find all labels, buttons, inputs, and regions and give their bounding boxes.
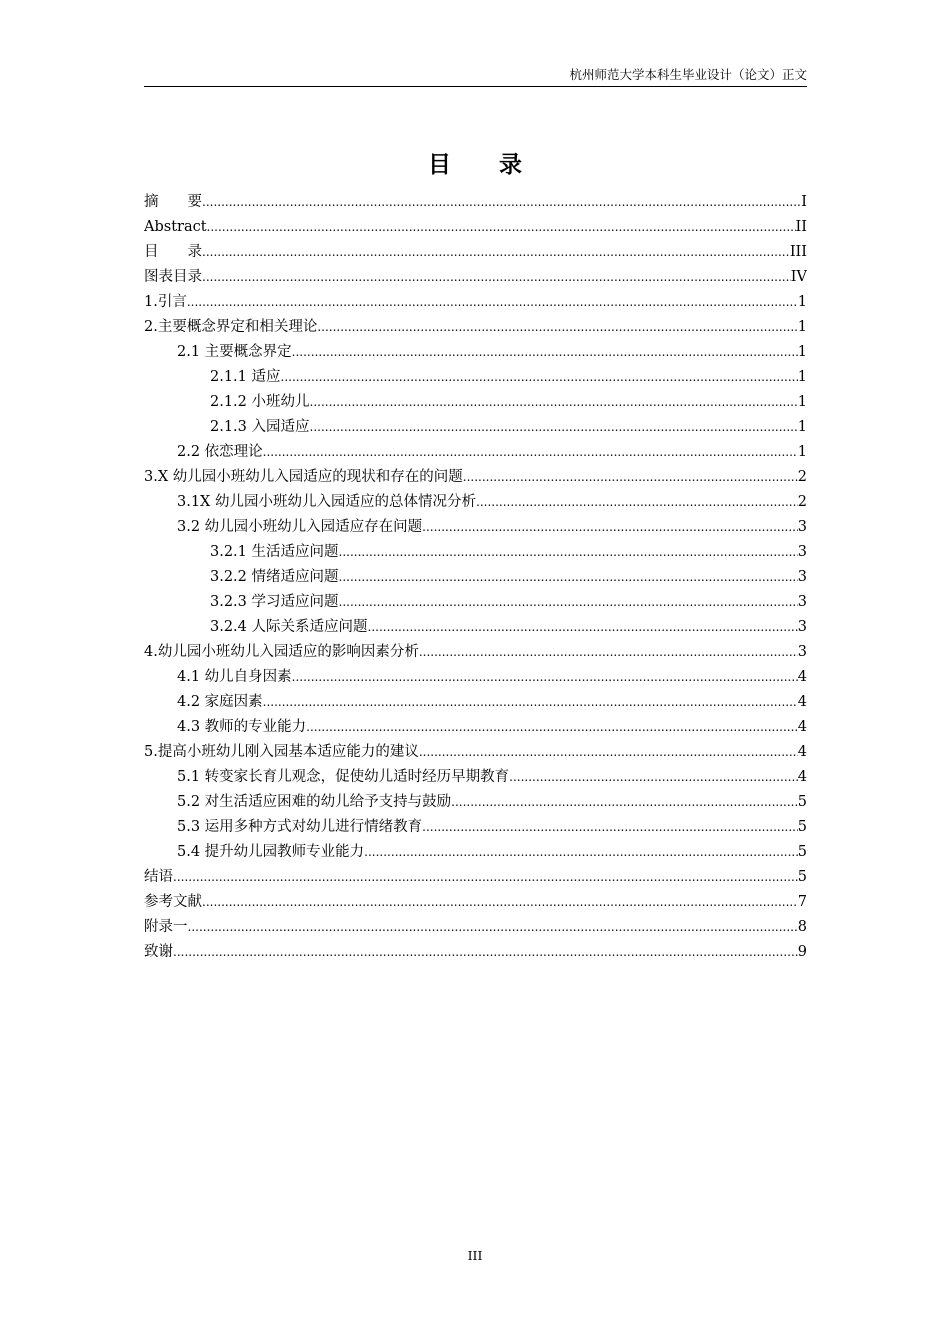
toc-entry[interactable] xyxy=(144,240,807,265)
toc-entry-label: 5.4 提升幼儿园教师专业能力 xyxy=(177,844,365,860)
toc-entry-label: 4.1 幼儿自身因素 xyxy=(177,669,292,685)
toc-entry-label: 结语 xyxy=(144,869,173,885)
toc-leader-dots xyxy=(463,465,798,490)
toc-entry[interactable] xyxy=(144,340,807,365)
toc-leader-dots xyxy=(202,890,798,915)
toc-entry-page: 4 xyxy=(797,744,807,760)
toc-entry[interactable] xyxy=(144,865,807,890)
toc-leader-dots xyxy=(419,640,798,665)
toc-entry[interactable] xyxy=(144,590,807,615)
toc-entry[interactable] xyxy=(144,565,807,590)
toc-entry-page: 3 xyxy=(797,544,807,560)
toc-leader-dots xyxy=(187,290,798,315)
toc-entry-page: 9 xyxy=(797,944,807,960)
toc-entry-page: 1 xyxy=(797,394,807,410)
toc-entry[interactable] xyxy=(144,740,807,765)
toc-entry[interactable] xyxy=(144,515,807,540)
toc-entry-label: 2.2 依恋理论 xyxy=(177,444,263,460)
toc-entry-label: 3.2.1 生活适应问题 xyxy=(210,544,339,560)
toc-entry-label: 3.2.3 学习适应问题 xyxy=(210,594,339,610)
title-char-2: 录 xyxy=(499,151,522,178)
toc-entry-label: 3.X 幼儿园小班幼儿入园适应的现状和存在的问题 xyxy=(144,469,463,485)
toc-leader-dots xyxy=(317,315,797,340)
toc-leader-dots xyxy=(364,840,798,865)
toc-entry-label: 致谢 xyxy=(144,944,173,960)
toc-entry[interactable] xyxy=(144,390,807,415)
toc-entry[interactable] xyxy=(144,440,807,465)
toc-leader-dots xyxy=(202,265,791,290)
toc-entry[interactable] xyxy=(144,715,807,740)
toc-entry-label: 图表目录 xyxy=(144,269,202,285)
toc-entry-label: Abstract xyxy=(144,219,207,235)
toc-entry-page: 4 xyxy=(797,719,807,735)
toc-leader-dots xyxy=(281,365,798,390)
toc-entry-label: 摘 要 xyxy=(144,194,202,210)
toc-entry-page: I xyxy=(801,194,807,210)
toc-leader-dots xyxy=(339,540,798,565)
toc-entry-label: 3.1X 幼儿园小班幼儿入园适应的总体情况分析 xyxy=(177,494,476,510)
title-char-1: 目 xyxy=(428,151,451,178)
toc-entry-page: 5 xyxy=(797,869,807,885)
toc-leader-dots xyxy=(207,215,796,240)
toc-entry-page: 2 xyxy=(797,494,807,510)
toc-entry[interactable] xyxy=(144,190,807,215)
toc-leader-dots xyxy=(202,190,801,215)
toc-leader-dots xyxy=(306,715,798,740)
toc-entry[interactable] xyxy=(144,765,807,790)
toc-entry-label: 2.1.2 小班幼儿 xyxy=(210,394,310,410)
toc-leader-dots xyxy=(509,765,798,790)
toc-leader-dots xyxy=(339,590,798,615)
toc-entry-page: 4 xyxy=(797,694,807,710)
toc-entry-page: 7 xyxy=(797,894,807,910)
page-header xyxy=(144,68,807,87)
toc-leader-dots xyxy=(263,440,798,465)
toc-entry[interactable] xyxy=(144,290,807,315)
toc-leader-dots xyxy=(202,240,790,265)
header-text: 杭州师范大学本科生毕业设计（论文）正文 xyxy=(569,67,807,82)
toc-entry-label: 2.1 主要概念界定 xyxy=(177,344,292,360)
toc-entry-label: 2.1.3 入园适应 xyxy=(210,419,310,435)
toc-entry[interactable] xyxy=(144,215,807,240)
toc-entry-label: 3.2.2 情绪适应问题 xyxy=(210,569,339,585)
toc-leader-dots xyxy=(422,815,798,840)
toc-entry[interactable] xyxy=(144,665,807,690)
toc-leader-dots xyxy=(263,690,798,715)
toc-entry-label: 5.3 运用多种方式对幼儿进行情绪教育 xyxy=(177,819,423,835)
toc-entry[interactable] xyxy=(144,265,807,290)
toc-entry-page: 3 xyxy=(797,519,807,535)
toc-entry-label: 3.2 幼儿园小班幼儿入园适应存在问题 xyxy=(177,519,423,535)
toc-entry-page: 8 xyxy=(797,919,807,935)
toc-entry-page: 3 xyxy=(797,594,807,610)
toc-entry-label: 4.幼儿园小班幼儿入园适应的影响因素分析 xyxy=(144,644,419,660)
toc-entry-page: 3 xyxy=(797,569,807,585)
toc-entry[interactable] xyxy=(144,840,807,865)
toc-entry-page: IV xyxy=(790,269,807,285)
toc-entry-page: 4 xyxy=(797,769,807,785)
page-number: III xyxy=(467,1248,483,1263)
toc-entry[interactable] xyxy=(144,490,807,515)
toc-leader-dots xyxy=(292,665,798,690)
toc-entry-page: 2 xyxy=(797,469,807,485)
toc-entry-page: 1 xyxy=(797,444,807,460)
toc-entry[interactable] xyxy=(144,915,807,940)
toc-leader-dots xyxy=(422,515,798,540)
toc-leader-dots xyxy=(419,740,798,765)
toc-entry[interactable] xyxy=(144,940,807,965)
toc-entry-label: 5.1 转变家长育儿观念，促使幼儿适时经历早期教育 xyxy=(177,769,510,785)
toc-entry-label: 5.2 对生活适应困难的幼儿给予支持与鼓励 xyxy=(177,794,452,810)
toc-entry[interactable] xyxy=(144,415,807,440)
toc-entry-label: 4.3 教师的专业能力 xyxy=(177,719,307,735)
toc-leader-dots xyxy=(173,865,798,890)
toc-entry[interactable] xyxy=(144,365,807,390)
toc-entry-page: 1 xyxy=(797,344,807,360)
toc-entry-page: 1 xyxy=(797,294,807,310)
toc-leader-dots xyxy=(292,340,798,365)
toc-entry[interactable] xyxy=(144,640,807,665)
toc-leader-dots xyxy=(476,490,798,515)
page-title xyxy=(0,146,950,179)
toc-entry-page: 1 xyxy=(797,419,807,435)
toc-entry-page: 3 xyxy=(797,644,807,660)
toc-entry-page: 5 xyxy=(797,819,807,835)
table-of-contents xyxy=(144,190,807,965)
toc-entry-page: 5 xyxy=(797,844,807,860)
toc-leader-dots xyxy=(339,565,798,590)
toc-entry-label: 4.2 家庭因素 xyxy=(177,694,263,710)
toc-entry-label: 附录一 xyxy=(144,919,188,935)
toc-entry-label: 参考文献 xyxy=(144,894,202,910)
toc-entry-page: 5 xyxy=(797,794,807,810)
toc-leader-dots xyxy=(451,790,798,815)
toc-entry-label: 2.主要概念界定和相关理论 xyxy=(144,319,318,335)
toc-entry[interactable] xyxy=(144,615,807,640)
toc-leader-dots xyxy=(310,390,798,415)
toc-entry[interactable] xyxy=(144,540,807,565)
toc-entry-label: 1.引言 xyxy=(144,294,187,310)
toc-leader-dots xyxy=(173,940,798,965)
toc-leader-dots xyxy=(310,415,798,440)
toc-entry-label: 3.2.4 人际关系适应问题 xyxy=(210,619,368,635)
toc-entry-page: II xyxy=(795,219,807,235)
toc-entry-label: 2.1.1 适应 xyxy=(210,369,281,385)
toc-entry-label: 5.提高小班幼儿刚入园基本适应能力的建议 xyxy=(144,744,419,760)
toc-entry-page: 3 xyxy=(797,619,807,635)
toc-entry[interactable] xyxy=(144,690,807,715)
toc-entry-label: 目 录 xyxy=(144,244,202,260)
toc-entry[interactable] xyxy=(144,465,807,490)
toc-leader-dots xyxy=(368,615,798,640)
toc-entry-page: 1 xyxy=(797,369,807,385)
toc-entry[interactable] xyxy=(144,815,807,840)
toc-entry[interactable] xyxy=(144,890,807,915)
toc-entry[interactable] xyxy=(144,790,807,815)
toc-entry[interactable] xyxy=(144,315,807,340)
toc-entry-page: 4 xyxy=(797,669,807,685)
toc-entry-page: 1 xyxy=(797,319,807,335)
page-footer xyxy=(0,1248,950,1263)
toc-leader-dots xyxy=(188,915,798,940)
toc-entry-page: III xyxy=(789,244,807,260)
